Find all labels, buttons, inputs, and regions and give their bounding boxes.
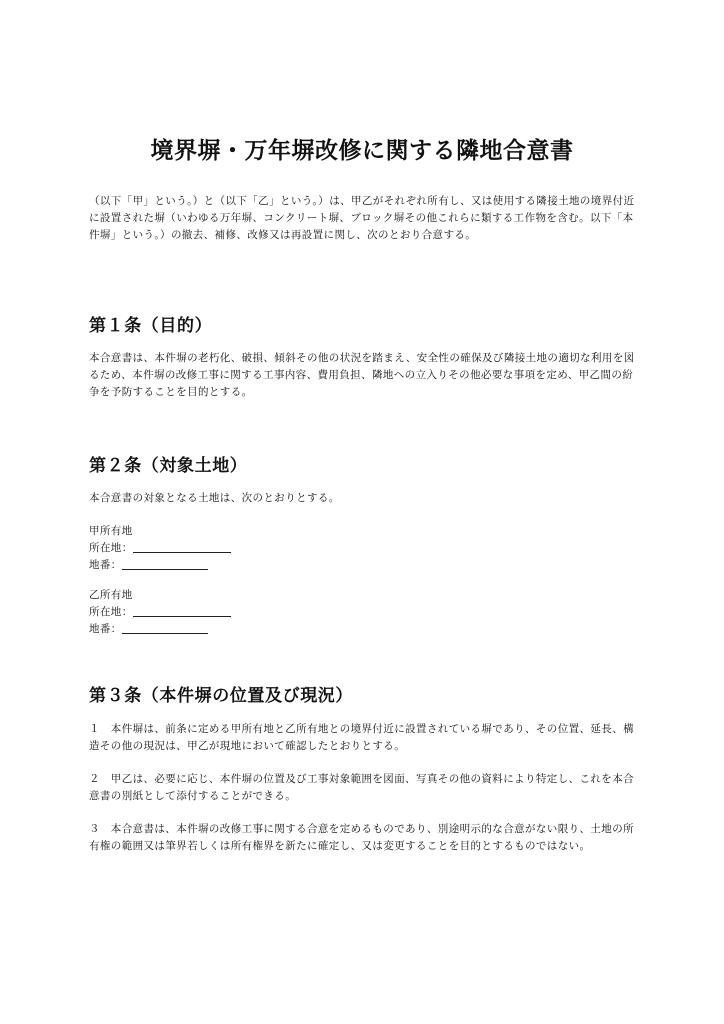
parcel-b-lot-label: 地番：	[89, 623, 122, 635]
parcel-b-location-blank	[133, 604, 231, 617]
parcel-a-lot-blank	[122, 557, 208, 570]
parcel-b-location-line	[89, 604, 231, 621]
article-3-heading: 第３条（本件塀の位置及び現況）	[89, 686, 353, 706]
document-title: 境界塀・万年塀改修に関する隣地合意書	[150, 138, 574, 165]
article-3-paragraph-2: ２ 甲乙は、必要に応じ、本件塀の位置及び工事対象範囲を図面、写真その他の資料により特定し、これを本合意書の別紙として添付することができる。	[89, 773, 634, 802]
article-3-paragraph-1: １ 本件塀は、前条に定める甲所有地と乙所有地との境界付近に設置されている塀であり、その位置、延長、構造その他の現況は、甲乙が現地において確認したとおりとする。	[89, 723, 634, 752]
parcel-b-location-label: 所在地：	[89, 606, 133, 618]
parcel-b-lot-line	[89, 621, 208, 638]
parcel-a-location-line	[89, 540, 231, 557]
intro-paragraph: （以下「甲」という。）と（以下「乙」という。）は、甲乙がそれぞれ所有し、又は使用する隣接土地の境界付近に設置された塀（いわゆる万年塀、コンクリート塀、ブロック塀その他これらに類する工作物を含む。以下「本件塀」という。）の撤去、補修、改修又は再設置に関し、次のとおり合意する。	[89, 195, 635, 241]
article-1-paragraph: 本合意書は、本件塀の老朽化、破損、傾斜その他の状況を踏まえ、安全性の確保及び隣接土地の適切な利用を図るため、本件塀の改修工事に関する工事内容、費用負担、隣地への立入りその他必要な事項を定め、甲乙間の紛争を予防することを目的とする。	[89, 352, 635, 398]
article-3-paragraph-3: ３ 本合意書は、本件塀の改修工事に関する合意を定めるものであり、別途明示的な合意がない限り、土地の所有権の範囲又は筆界若しくは所有権界を新たに確定し、又は変更することを目的とするものではない。	[89, 823, 634, 852]
article-2-heading: 第２条（対象土地）	[89, 456, 248, 476]
parcel-a-location-blank	[133, 540, 231, 553]
parcel-b-owner-label: 乙所有地	[89, 589, 133, 601]
parcel-a-owner-label: 甲所有地	[89, 525, 133, 537]
parcel-b-lot-blank	[122, 621, 208, 634]
article-2-paragraph: 本合意書の対象となる土地は、次のとおりとする。	[89, 492, 340, 504]
parcel-a-lot-label: 地番：	[89, 559, 122, 571]
parcel-a-lot-line	[89, 557, 208, 574]
article-1-heading: 第１条（目的）	[89, 316, 213, 336]
parcel-a-location-label: 所在地：	[89, 542, 133, 554]
